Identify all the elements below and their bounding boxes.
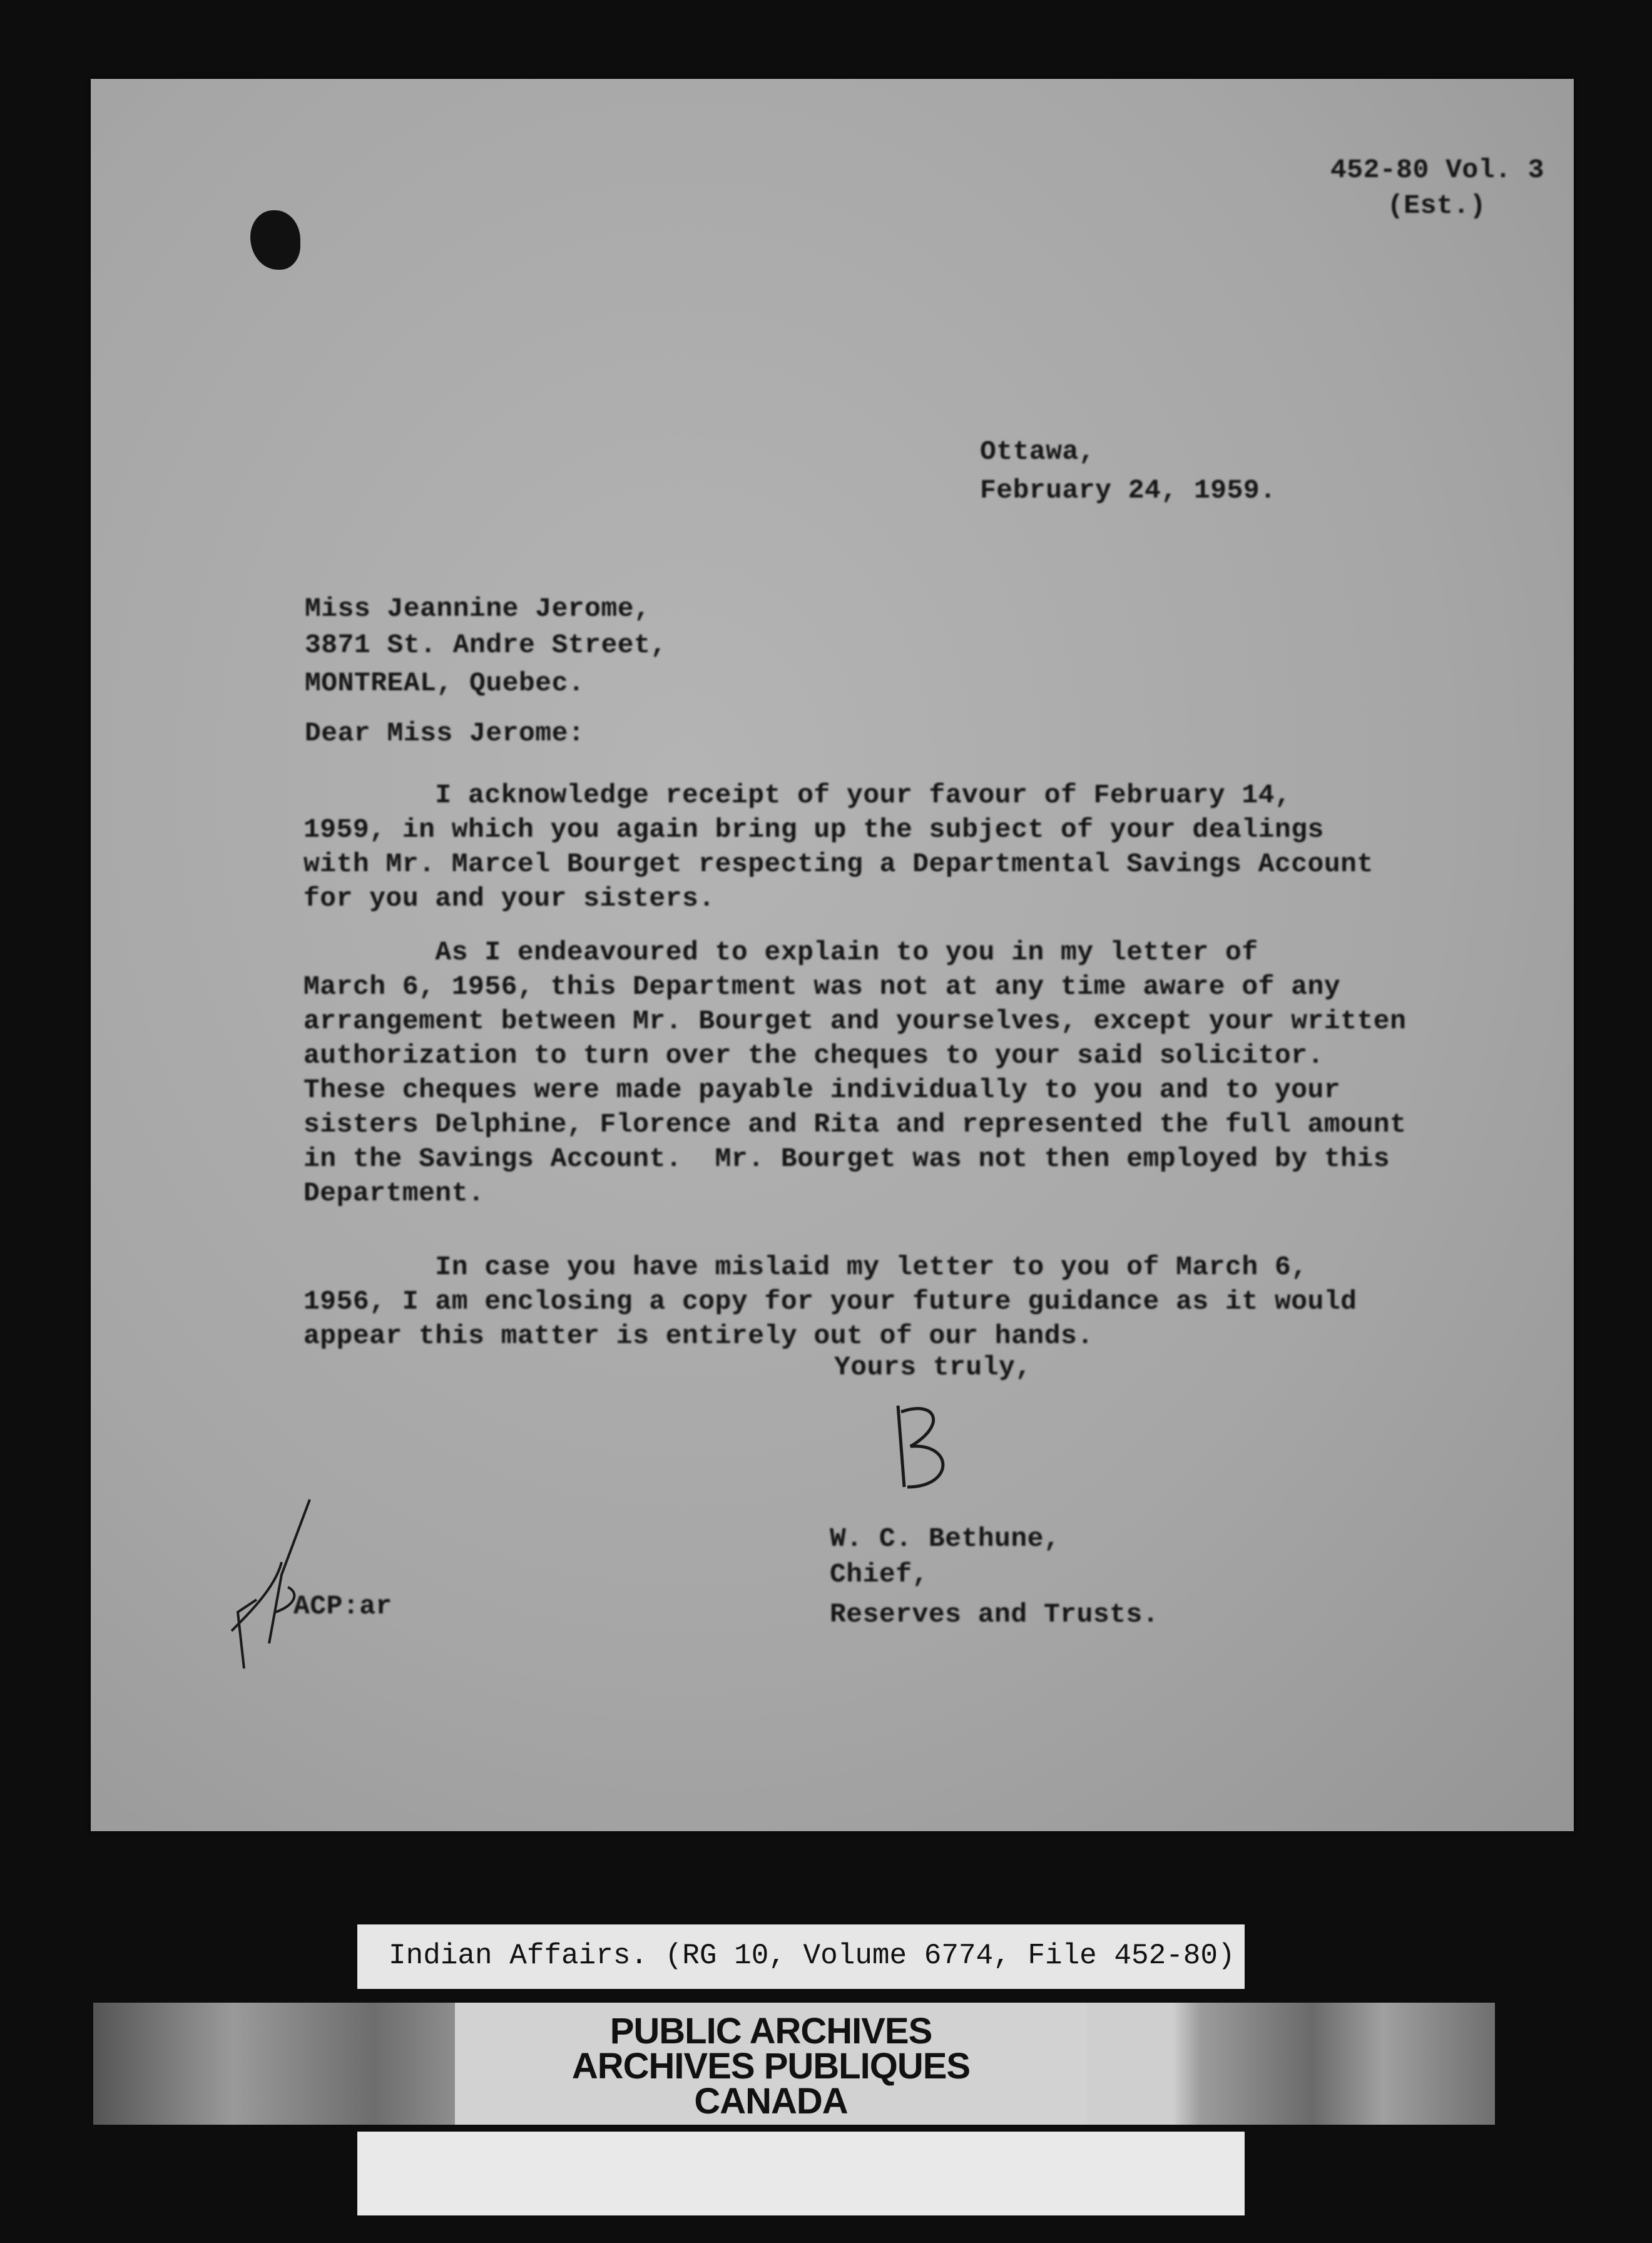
text-line: These cheques were made payable individually to you and to your xyxy=(303,1075,1341,1105)
text-line: sisters Delphine, Florence and Rita and represented the full amount xyxy=(303,1109,1407,1140)
text-line: authorization to turn over the cheques to your said solicitor. xyxy=(303,1040,1324,1071)
source-label xyxy=(357,1924,1245,1989)
bottom-strip xyxy=(357,2132,1245,2215)
signer-division: Reserves and Trusts. xyxy=(830,1599,1160,1630)
reference-initials: ACP:ar xyxy=(293,1591,392,1622)
text-line: appear this matter is entirely out of our hands. xyxy=(303,1321,1094,1351)
paragraph xyxy=(303,935,1406,1210)
signer-title: Chief, xyxy=(830,1559,929,1590)
text-line: Department. xyxy=(303,1178,485,1208)
place: Ottawa, xyxy=(980,436,1096,467)
closing: Yours truly, xyxy=(834,1352,1032,1382)
text-line: In case you have mislaid my letter to you of March 6, xyxy=(303,1252,1308,1282)
text-line: for you and your sisters. xyxy=(303,883,715,914)
letter-page xyxy=(91,79,1574,1831)
punch-hole xyxy=(250,210,300,270)
address-line: Miss Jeannine Jerome, xyxy=(305,593,651,624)
text-line: 1959, in which you again bring up the subject of your dealings xyxy=(303,814,1324,845)
text-line: arrangement between Mr. Bourget and yourselves, except your written xyxy=(303,1006,1407,1036)
text-line: in the Savings Account. Mr. Bourget was not then employed by this xyxy=(303,1143,1390,1174)
date: February 24, 1959. xyxy=(980,475,1277,506)
archive-stamp-line: PUBLIC ARCHIVES xyxy=(609,2011,932,2051)
text-line: with Mr. Marcel Bourget respecting a Departmental Savings Account xyxy=(303,849,1374,879)
address-line: 3871 St. Andre Street, xyxy=(305,630,667,660)
text-line: March 6, 1956, this Department was not at any time aware of any xyxy=(303,971,1341,1002)
text-line: I acknowledge receipt of your favour of February 14, xyxy=(303,780,1292,810)
text-line: As I endeavoured to explain to you in my letter of xyxy=(303,937,1258,968)
signature xyxy=(879,1393,1004,1500)
archive-stamp-line: CANADA xyxy=(694,2081,848,2122)
file-reference: 452-80 Vol. 3 xyxy=(1330,155,1544,185)
handwritten-initials xyxy=(200,1487,313,1675)
signer-name: W. C. Bethune, xyxy=(830,1523,1061,1554)
address-line: MONTREAL, Quebec. xyxy=(305,668,585,698)
salutation: Dear Miss Jerome: xyxy=(305,718,585,749)
archive-stamp-line: ARCHIVES PUBLIQUES xyxy=(571,2046,971,2087)
archive-stamp xyxy=(455,2003,1087,2125)
source-label-text: Indian Affairs. (RG 10, Volume 6774, File 452-80) xyxy=(389,1939,1235,1972)
text-line: 1956, I am enclosing a copy for your future guidance as it would xyxy=(303,1286,1357,1317)
paragraph xyxy=(303,1250,1357,1353)
file-reference-sub: (Est.) xyxy=(1387,190,1486,221)
paragraph xyxy=(303,778,1374,916)
